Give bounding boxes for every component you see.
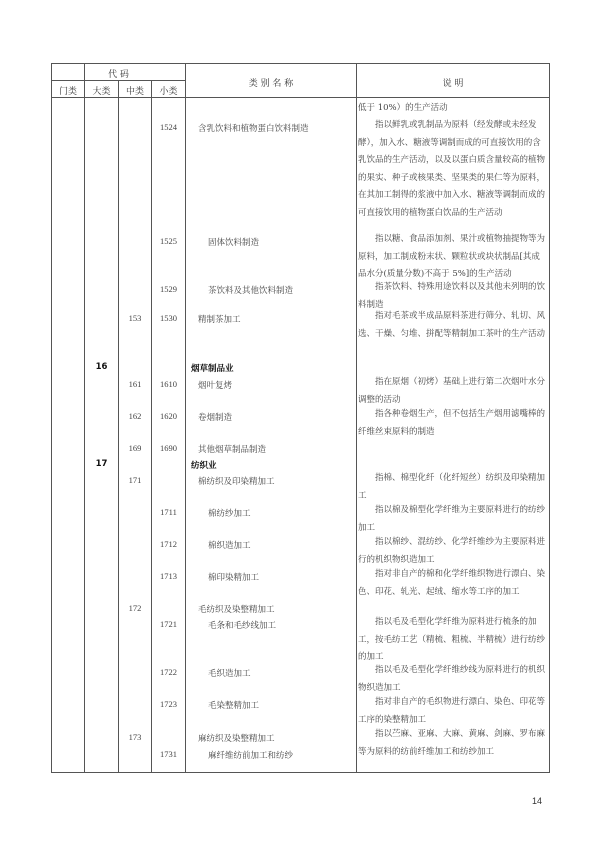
row-desc: 指以苎麻、亚麻、大麻、黄麻、剑麻、罗布麻等为原料的纺前纤维加工和纺纱加工 bbox=[358, 729, 546, 757]
header-divider bbox=[52, 80, 185, 81]
row-zhong-code: 162 bbox=[128, 411, 142, 421]
row-xiao-code: 1721 bbox=[160, 619, 177, 629]
row-name: 卷烟制造 bbox=[198, 413, 233, 423]
row-xiao-code: 1529 bbox=[160, 284, 177, 294]
row-xiao-code: 1712 bbox=[160, 539, 177, 549]
row-name: 纺织业 bbox=[191, 461, 217, 471]
row-xiao-code: 1711 bbox=[160, 507, 177, 517]
row-desc: 指以毛及毛型化学纤维纱线为原料进行的机织物织造加工 bbox=[358, 665, 546, 693]
row-desc: 指对毛茶或半成品原料茶进行筛分、轧切、风选、干燥、匀堆、拼配等精制加工茶叶的生产活动 bbox=[358, 311, 546, 339]
header-zhong: 中类 bbox=[125, 87, 144, 97]
header-men: 门类 bbox=[58, 87, 77, 97]
row-name: 麻纤维纺前加工和纺纱 bbox=[208, 751, 294, 761]
row-zhong-code: 169 bbox=[128, 443, 142, 453]
row-desc: 指在原烟（初烤）基础上进行第二次烟叶水分调整的活动 bbox=[358, 377, 546, 405]
row-name: 麻纺织及染整精加工 bbox=[198, 734, 275, 744]
row-name: 毛条和毛纱线加工 bbox=[208, 621, 277, 631]
row-desc: 指以毛及毛型化学纤维为原料进行梳条的加工，按毛纺工艺（精梳、粗梳、半精梳）进行纺纱的加工 bbox=[358, 617, 546, 663]
row-name: 棉纺纱加工 bbox=[208, 509, 251, 519]
col-divider bbox=[185, 64, 186, 772]
row-desc: 指对非自产的棉和化学纤维织物进行漂白、染色、印花、轧光、起绒、缩水等工序的加工 bbox=[358, 569, 546, 597]
row-desc: 指以鲜乳或乳制品为原料（经发酵或未经发酵），加入水、糖液等调制而成的可直接饮用的含乳饮品的生产活动，以及以蛋白质含量较高的植物的果实、种子或核果类、坚果类的果仁等为原料，在其加工制得的浆液中加入水、糖液等调制而成的可直接饮用的植物蛋白饮品的生产活动 bbox=[358, 120, 546, 218]
row-name: 毛染整精加工 bbox=[208, 701, 260, 711]
row-xiao-code: 1722 bbox=[160, 667, 177, 677]
header-bottom-line bbox=[52, 97, 549, 98]
row-desc: 指茶饮料、特殊用途饮料以及其他未列明的饮料制造 bbox=[358, 282, 546, 310]
row-name: 棉织造加工 bbox=[208, 541, 251, 551]
row-desc: 指棉、棉型化纤（化纤短丝）纺织及印染精加工 bbox=[358, 473, 546, 501]
row-xiao-code: 1524 bbox=[160, 122, 177, 132]
row-zhong-code: 172 bbox=[128, 603, 142, 613]
classification-table bbox=[51, 63, 550, 773]
row-xiao-code: 1525 bbox=[160, 236, 177, 246]
row-desc: 指以棉及棉型化学纤维为主要原料进行的纺纱加工 bbox=[358, 505, 546, 533]
row-xiao-code: 1610 bbox=[160, 379, 177, 389]
row-name: 精制茶加工 bbox=[198, 315, 241, 325]
row-xiao-code: 1620 bbox=[160, 411, 177, 421]
row-da-code: 16 bbox=[95, 362, 108, 372]
row-xiao-code: 1723 bbox=[160, 699, 177, 709]
row-zhong-code: 173 bbox=[128, 732, 142, 742]
col-divider bbox=[356, 64, 357, 772]
row-da-code: 17 bbox=[95, 459, 108, 469]
row-name: 其他烟草制品制造 bbox=[198, 445, 267, 455]
row-name: 茶饮料及其他饮料制造 bbox=[208, 286, 294, 296]
row-desc: 指以棉纱、混纺纱、化学纤维纱为主要原料进行的机织物织造加工 bbox=[358, 537, 546, 565]
row-name: 烟草制品业 bbox=[191, 364, 234, 374]
header-name: 类 别 名 称 bbox=[248, 79, 294, 89]
row-name: 棉纺织及印染精加工 bbox=[198, 477, 275, 487]
row-desc: 指对非自产的毛织物进行漂白、染色、印花等工序的染整精加工 bbox=[358, 697, 546, 725]
row-name: 棉印染精加工 bbox=[208, 573, 260, 583]
row-zhong-code: 161 bbox=[128, 379, 142, 389]
row-xiao-code: 1731 bbox=[160, 749, 177, 759]
header-xiao: 小类 bbox=[159, 87, 178, 97]
row-desc: 指以糖、食品添加剂、果汁或植物抽提物等为原料，加工制成粉末状、颗粒状或块状制品[其成品水分(质量分数)不高于 5%]的生产活动 bbox=[358, 234, 546, 280]
row-xiao-code: 1713 bbox=[160, 571, 177, 581]
row-zhong-code: 171 bbox=[128, 475, 142, 485]
row-name: 烟叶复烤 bbox=[198, 381, 233, 391]
row-zhong-code: 153 bbox=[128, 313, 142, 323]
row-xiao-code: 1530 bbox=[160, 313, 177, 323]
col-divider bbox=[84, 64, 85, 772]
row-desc: 指各种卷烟生产，但不包括生产烟用滤嘴棒的纤维丝束原料的制造 bbox=[358, 409, 546, 437]
row-name: 含乳饮料和植物蛋白饮料制造 bbox=[198, 124, 309, 134]
row-xiao-code: 1690 bbox=[160, 443, 177, 453]
row-name: 毛纺织及染整精加工 bbox=[198, 605, 275, 615]
header-code: 代 码 bbox=[108, 70, 129, 80]
row-name: 毛织造加工 bbox=[208, 669, 251, 679]
header-desc: 说 明 bbox=[442, 79, 464, 89]
row-desc: 低于 10%）的生产活动 bbox=[358, 103, 448, 113]
page-number: 14 bbox=[532, 796, 543, 806]
header-da: 大类 bbox=[92, 87, 111, 97]
row-name: 固体饮料制造 bbox=[208, 238, 260, 248]
